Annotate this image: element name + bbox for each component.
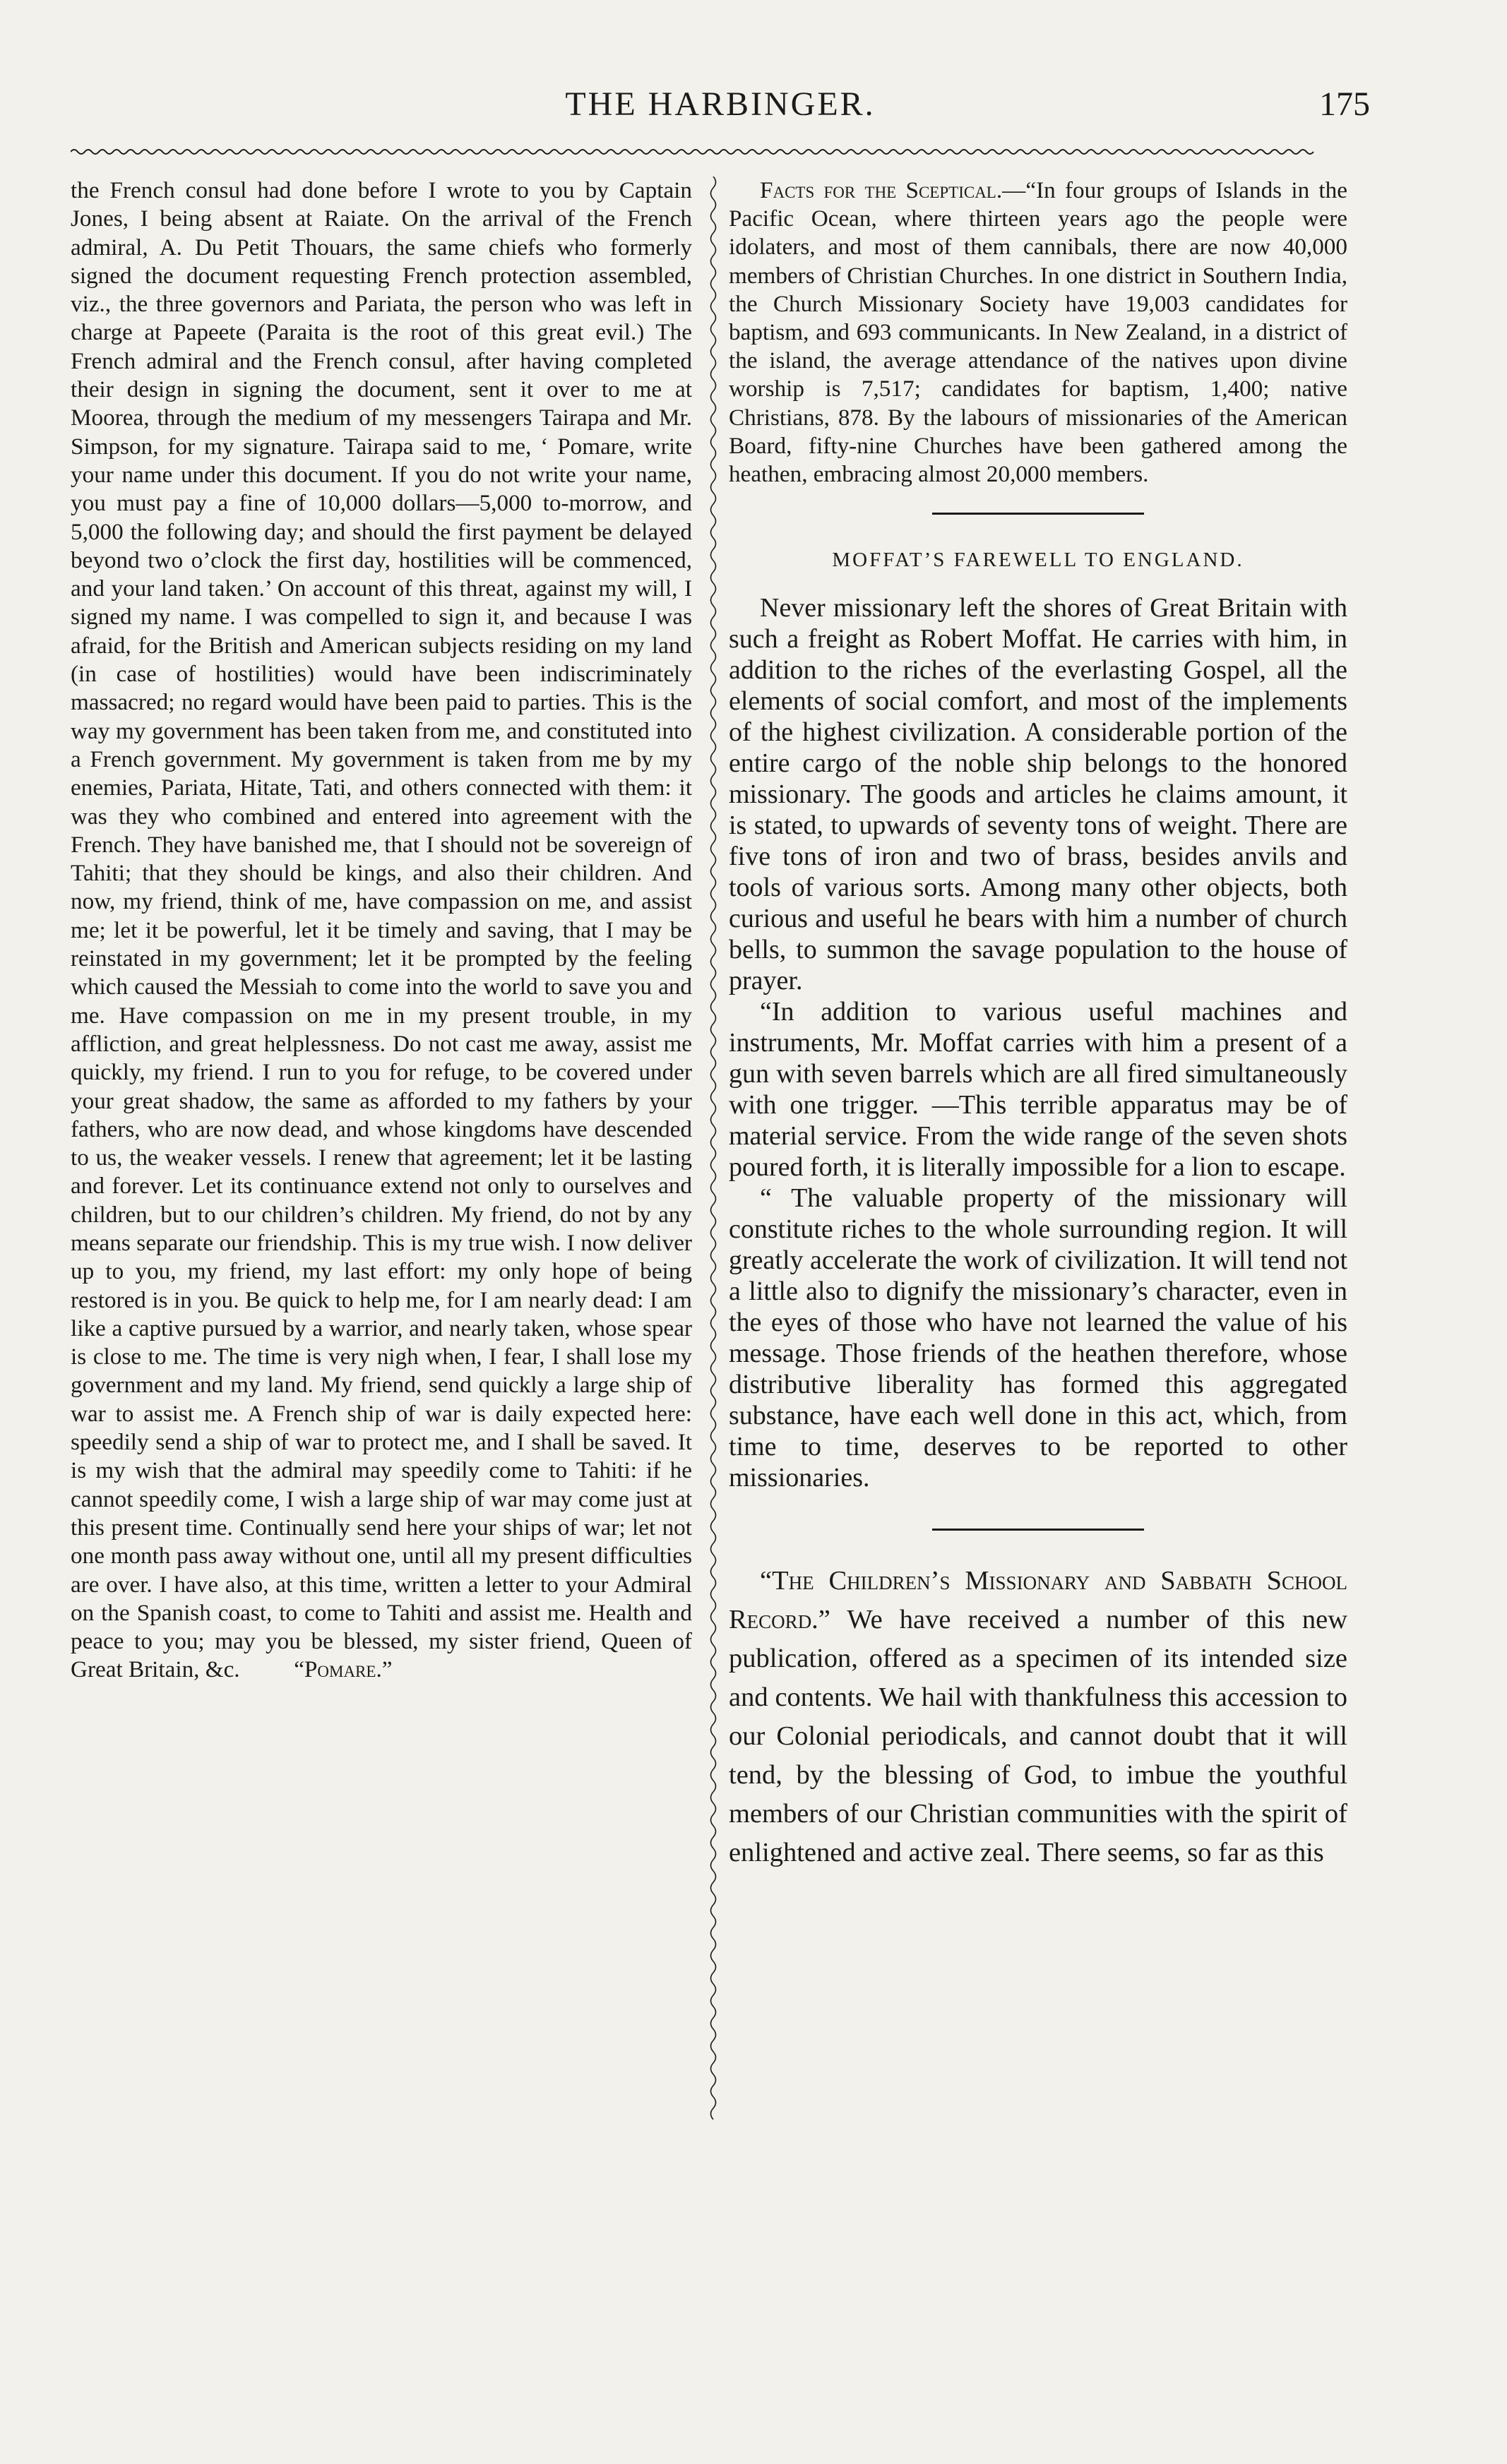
facts-lead: Facts for the Sceptical. [760, 177, 1003, 203]
section-rule-2 [932, 1529, 1144, 1531]
pomare-letter [71, 177, 692, 1685]
facts-paragraph [729, 177, 1347, 489]
header-wavy-rule [71, 147, 1370, 157]
pomare-signature: “Pomare.” [294, 1656, 393, 1683]
right-column [729, 177, 1347, 1872]
left-column [71, 177, 692, 1685]
moffat-paragraph-1: Never missionary left the shores of Great Britain with such a freight as Robert Moffat. He carries with him, in addition to the riches of the everlasting Gospel, all the elements of social comfort, and most of the implements of the highest civilization. A considerable portion of the entire cargo of the noble ship belongs to the honored missionary. The goods and articles he claims amount, it is stated, to upwards of seventy tons of weight. There are five tons of iron and two of brass, besides anvils and tools of various sorts. Among many other objects, both curious and useful he bears with him a number of church bells, to summon the savage population to the house of prayer. [729, 593, 1347, 996]
record-text: We have received a number of this new publication, offered as a specimen of its intended size and contents. We hail with thankfulness this accession to our Colonial periodicals, and cannot doubt that it will tend, by the blessing of God, to imbue the youthful members of our Christian communities with the spirit of enlightened and active zeal. There seems, so far as this [729, 1605, 1347, 1868]
journal-title: THE HARBINGER. [565, 85, 876, 123]
page-number: 175 [1319, 85, 1370, 123]
moffat-heading: MOFFAT’S FAREWELL TO ENGLAND. [832, 549, 1244, 572]
facts-text: —“In four groups of Islands in the Pacific Ocean, where thirteen years ago the people were idolaters, and most of them cannibals, there are now 40,000 members of Christian Churches. In one district in Southern India, the Church Missionary Society have 19,003 candidates for baptism, and 693 communicants. In New Zealand, in a district of the island, the average attendance of the natives upon divine worship is 7,517; candidates for baptism, 1,400; native Christians, 878. By the labours of missionaries of the American Board, fifty-nine Churches have been gathered among the heathen, embracing almost 20,000 members. [729, 177, 1347, 488]
pomare-letter-text: the French consul had done before I wrote to you by Captain Jones, I being absent at Raiate. On the arrival of the French admiral, A. Du Petit Thouars, the same chiefs who formerly signed the document requesting French protection assembled, viz., the three governors and Pariata, the person who was left in charge at Papeete (Paraita is the root of this great evil.) The French admiral and the French consul, after having completed their design in signing the document, sent it over to me at Moorea, through the medium of my messengers Tairapa and Mr. Simpson, for my signature. Tairapa said to me, ‘ Pomare, write your name under this document. If you do not write your name, you must pay a fine of 10,000 dollars—5,000 to-morrow, and 5,000 the following day; and should the first payment be delayed beyond two o’clock the first day, hostilities will be commenced, and your land taken.’ On account of this threat, against my will, I signed my name. I was compelled to sign it, and because I was afraid, for the British and American subjects residing on my land (in case of hostilities) would have been indiscriminately massacred; no regard would have been paid to parties. This is the way my government has been taken from me, and constituted into a French government. My government is taken from me by my enemies, Pariata, Hitate, Tati, and others connected with them: it was they who combined and entered into agreement with the French. They have banished me, that I should not be sovereign of Tahiti; that they should be kings, and also their children. And now, my friend, think of me, have compassion on me, and assist me; let it be powerful, let it be timely and saving, that I may be reinstated in my government; let it be prompted by the feeling which caused the Messiah to come into the world to save you and me. Have compassion on me in my present trouble, in my affliction, and great helplessness. Do not cast me away, assist me quickly, my friend. I run to you for refuge, to be covered under your great shadow, the same as afforded to my fathers by your fathers, who are now dead, and whose kingdoms have descended to us, the weaker vessels. I renew that agreement; let it be lasting and forever. Let its continuance extend not only to ourselves and children, but to our children’s children. My friend, do not by any means separate our friendship. This is my true wish. I now deliver up to you, my friend, my last effort: my only hope of being restored is in you. Be quick to help me, for I am nearly dead: I am like a captive pursued by a warrior, and nearly taken, whose spear is close to me. The time is very nigh when, I fear, I shall lose my government and my land. My friend, send quickly a large ship of war to assist me. A French ship of war is daily expected here: speedily send a ship of war to protect me, and I shall be saved. It is my wish that the admiral may speedily come to Tahiti: if he cannot speedily come, I wish a large ship of war may come just at this present time. Continually send here your ships of war; let not one month pass away without one, until all my present difficulties are over. I have also, at this time, written a letter to your Admiral on the Spanish coast, to come to Tahiti and assist me. Health and peace to you; may you be blessed, my sister friend, Queen of Great Britain, &c. [71, 177, 692, 1683]
record-lead: “The Children’s Missionary and Sabbath School Record.” [729, 1566, 1347, 1635]
record-paragraph [729, 1562, 1347, 1872]
section-rule [932, 513, 1144, 515]
moffat-paragraph-2: “In addition to various useful machines and instruments, Mr. Moffat carries with him a present of a gun with seven barrels which are all fired simultaneously with one trigger. —This terrible apparatus may be of material service. From the wide range of the seven shots poured forth, it is literally impossible for a lion to escape. [729, 997, 1347, 1183]
column-divider [707, 177, 720, 2393]
moffat-paragraph-3: “ The valuable property of the missionary will constitute riches to the whole surrounding region. It will greatly accelerate the work of civilization. It will tend not a little also to dignify the missionary’s character, even in the eyes of those who have not learned the value of his message. Those friends of the heathen therefore, whose distributive liberality has formed this aggregated substance, have each well done in this act, which, from time to time, deserves to be reported to other missionaries. [729, 1183, 1347, 1493]
page-header [71, 71, 1370, 134]
